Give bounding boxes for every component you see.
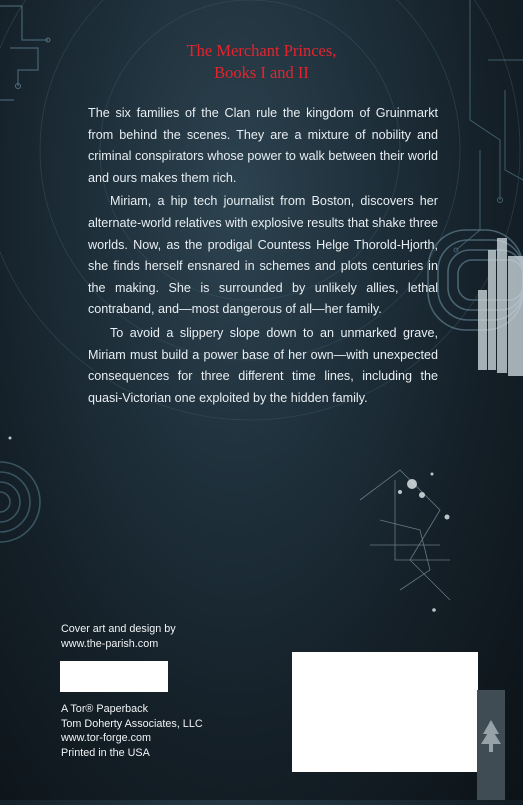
series-title-line-2: Books I and II [214,63,309,82]
synopsis-paragraph-3: To avoid a slippery slope down to an unmarked grave, Miriam must build a power base of her own—with unexpected consequences for three different time lines, including the quasi-Victorian one exploited by the hidden family. [88,325,438,405]
synopsis [88,103,438,409]
publisher-url: www.tor-forge.com [61,732,151,744]
skyline-silhouette [478,238,523,376]
lattice-splatter [360,470,450,600]
fsc-logo-strip [477,690,505,800]
synopsis-paragraph-1: The six families of the Clan rule the kingdom of Gruinmarkt from behind the scenes. They are a mixture of nobility and criminal conspirators whose power to walk between their world and ours makes them rich. [88,106,438,185]
arc-pattern-left [0,462,40,542]
barcode-box [292,652,478,772]
series-title [0,40,523,84]
publisher-line-4: Printed in the USA [61,746,150,759]
publisher-line-2: Tom Doherty Associates, LLC [61,717,203,730]
price-box [60,661,168,692]
fsc-tree-icon [477,690,505,800]
credit-url: www.the-parish.com [61,637,159,650]
cover-credit [61,622,176,651]
series-title-line-1: The Merchant Princes, [186,41,337,60]
publisher-info [61,702,203,760]
synopsis-paragraph-2: Miriam, a hip tech journalist from Boston, discovers her alternate-world relatives with explosive results that shake three worlds. Now, as the prodigal Countess Helge Thorold-Hjorth, she finds herself ensnared in schemes and plots centuries in the making. She is surrounded by unlikely allies, lethal contraband, and—most dangerous of all—her family. [88,194,438,317]
publisher-line-1: A Tor® Paperback [61,703,148,715]
credit-line-1: Cover art and design by [61,623,176,635]
